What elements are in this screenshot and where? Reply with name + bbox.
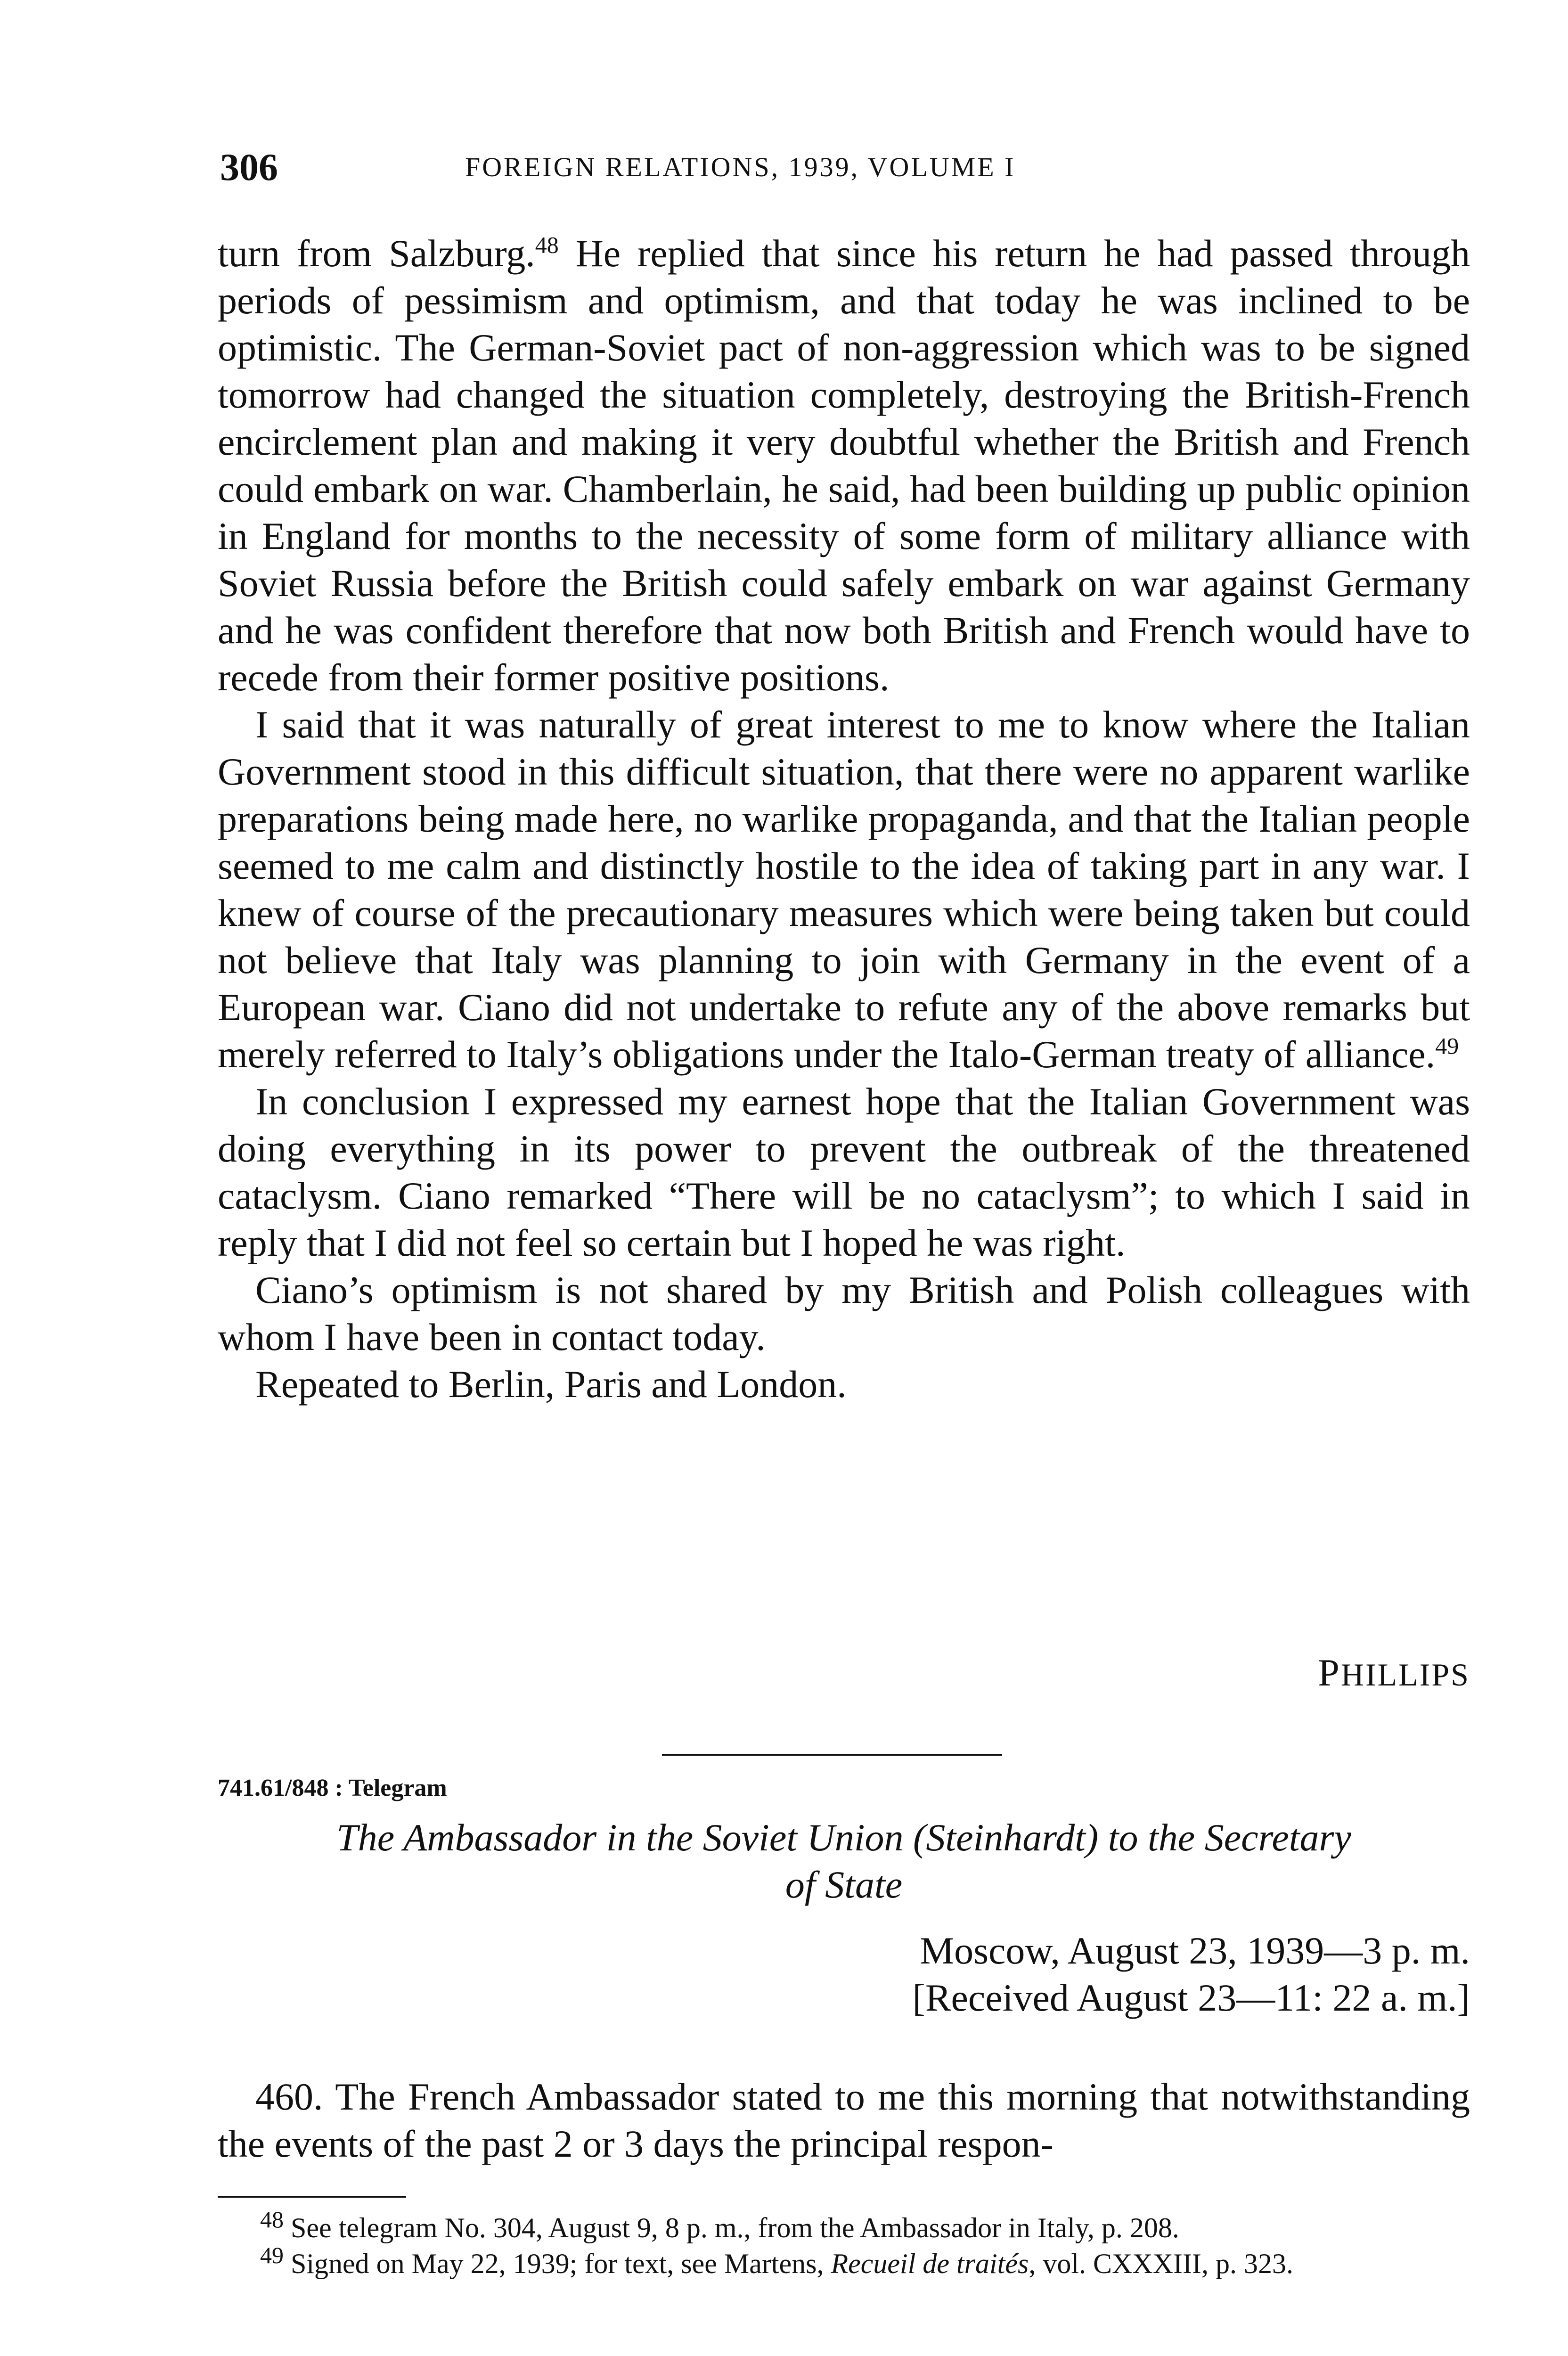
paragraph-3: In conclusion I expressed my earnest hope that the Italian Government was doing everything in its power to prevent the outbreak of the threatened cataclysm. Ciano remarked “There will be no cataclysm”; to which I said in reply that I did not feel so certain but I hoped he was right. bbox=[218, 1080, 1470, 1264]
document-title-line-2: of State bbox=[785, 1863, 903, 1906]
footnotes bbox=[218, 2206, 1470, 2282]
section-divider bbox=[662, 1754, 1002, 1756]
running-head: FOREIGN RELATIONS, 1939, VOLUME I bbox=[465, 152, 1016, 182]
telegram-paragraph-1: 460. The French Ambassador stated to me this morning that notwithstanding the events of the past 2 or 3 days the principal respon- bbox=[218, 2075, 1470, 2165]
telegram-body bbox=[218, 2073, 1470, 2168]
dateline bbox=[707, 1927, 1470, 2021]
footnote-ref-48: 48 bbox=[535, 231, 559, 258]
footnote-49-text-start: Signed on May 22, 1939; for text, see Martens, bbox=[284, 2248, 831, 2279]
page-header bbox=[220, 141, 1469, 193]
signature-initial: P bbox=[1318, 1651, 1341, 1694]
body-text bbox=[218, 230, 1470, 1408]
dateline-received: [Received August 23—11: 22 a. m.] bbox=[912, 1976, 1470, 2019]
footnote-49-text-end: , vol. CXXXIII, p. 323. bbox=[1029, 2248, 1293, 2279]
page-number: 306 bbox=[220, 146, 278, 188]
footnote-ref-49: 49 bbox=[1435, 1032, 1459, 1059]
footnote-48 bbox=[218, 2206, 1470, 2246]
paragraph-1-start: turn from Salzburg. bbox=[218, 232, 535, 275]
signature bbox=[1131, 1649, 1470, 1698]
footnote-48-text: See telegram No. 304, August 9, 8 p. m., from the Ambassador in Italy, p. 208. bbox=[284, 2212, 1179, 2243]
paragraph-2-text: I said that it was naturally of great interest to me to know where the Italian Government stood in this difficult situation, that there were no apparent warlike preparations being made here, no warlike propaganda, and that the Italian people seemed to me calm and distinctly hostile to the idea of taking part in any war. I knew of course of the precautionary measures which were being taken but could not believe that Italy was planning to join with Germany in the event of a European war. Ciano did not undertake to refute any of the above remarks but merely referred to Italy’s obligations under the Italo-German treaty of alliance. bbox=[218, 703, 1470, 1076]
paragraph-2 bbox=[218, 701, 1470, 1078]
signature-rest: HILLIPS bbox=[1340, 1657, 1470, 1693]
document-title-line-1: The Ambassador in the Soviet Union (Steinhardt) to the Secretary bbox=[336, 1816, 1351, 1859]
footnote-49-number: 49 bbox=[260, 2242, 284, 2268]
paragraph-1 bbox=[218, 230, 1470, 701]
footnote-49 bbox=[218, 2242, 1470, 2282]
footnote-49-italic-title: Recueil de traités bbox=[831, 2248, 1029, 2279]
footnote-rule bbox=[218, 2196, 406, 2198]
document-title bbox=[218, 1814, 1470, 1908]
paragraph-5: Repeated to Berlin, Paris and London. bbox=[255, 1363, 847, 1406]
paragraph-1-rest: He replied that since his return he had passed through periods of pessimism and optimism, and that today he was inclined to be optimistic. The German-Soviet pact of non-aggression which was to be signed tomorrow had changed the situation completely, destroying the British-French encirclement plan and making it very doubtful whether the British and French could embark on war. Chamberlain, he said, had been building up public opinion in England for months to the necessity of some form of military alliance with Soviet Russia before the British could safely embark on war against Germany and he was confident therefore that now both British and French would have to recede from their former positive positions. bbox=[218, 232, 1470, 699]
file-reference: 741.61/848 : Telegram bbox=[218, 1775, 447, 1801]
footnote-48-number: 48 bbox=[260, 2206, 284, 2233]
dateline-sent: Moscow, August 23, 1939—3 p. m. bbox=[920, 1929, 1470, 1972]
paragraph-4: Ciano’s optimism is not shared by my British and Polish colleagues with whom I have been in contact today. bbox=[218, 1268, 1470, 1358]
